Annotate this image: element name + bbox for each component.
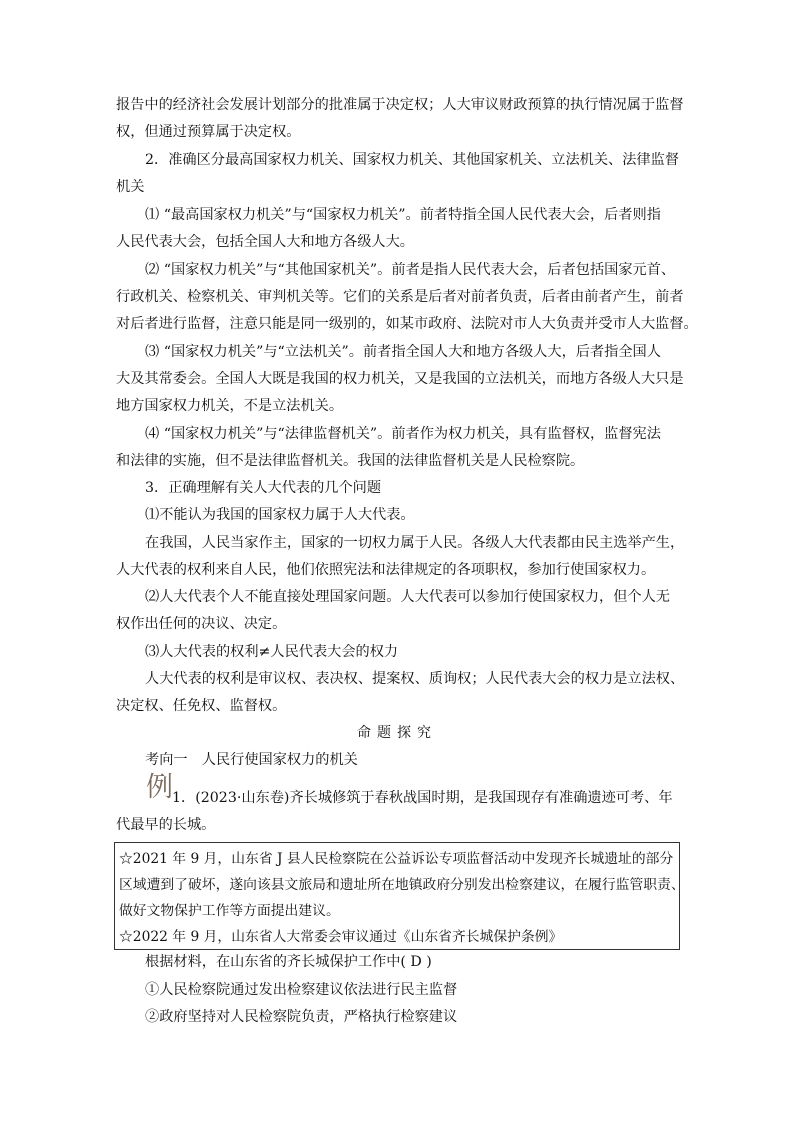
direction-heading: 考向一 人民行使国家权力的机关 (145, 752, 358, 768)
material-line: 区域遭到了破坏，遂向该县文旅局和遗址所在地镇政府分别发出检察建议，在履行监管职责、 (119, 877, 685, 893)
example-question: 1．(2023·山东卷)齐长城修筑于春秋战国时期，是我国现存有准确遗迹可考、年 (172, 790, 673, 806)
option-2: ②政府坚持对人民检察院负责，严格执行检察建议 (145, 1009, 458, 1025)
example-question-cont: 代最早的长城。 (116, 817, 216, 833)
paragraph-line: 人大代表的权利是审议权、表决权、提案权、质询权；人民代表大会的权力是立法权、 (145, 671, 685, 687)
paragraph-line: 地方国家权力机关，不是立法机关。 (116, 398, 344, 414)
paragraph-line: 行政机关、检察机关、审判机关等。它们的关系是后者对前者负责，后者由前者产生，前者 (116, 289, 684, 305)
paragraph-line: 机关 (116, 179, 145, 195)
question-stem: 根据材料，在山东省的齐长城保护工作中( D ) (145, 954, 432, 970)
paragraph-line: ⑴不能认为我国的国家权力属于人大代表。 (145, 507, 415, 523)
paragraph-line: 决定权、任免权、监督权。 (116, 698, 287, 714)
paragraph-line: ⑶人大代表的权利≠人民代表大会的权力 (145, 644, 399, 660)
material-line: 做好文物保护工作等方面提出建议。 (119, 903, 340, 919)
paragraph-line: 权，但通过预算属于决定权。 (116, 124, 301, 140)
material-line: ☆2021 年 9 月，山东省 J 县人民检察院在公益诉讼专项监督活动中发现齐长城遗址的部分 (119, 851, 674, 867)
material-line: ☆2022 年 9 月，山东省人大常委会审议通过《山东省齐长城保护条例》 (119, 929, 563, 945)
paragraph-line: 和法律的实施，但不是法律监督机关。我国的法律监督机关是人民检察院。 (116, 453, 585, 469)
example-mark: 例 (146, 772, 173, 803)
heading-2: 2．准确区分最高国家权力机关、国家权力机关、其他国家机关、立法机关、法律监督 (145, 152, 679, 168)
section-title: 命题探究 (357, 725, 437, 741)
paragraph-line: ⑶ “国家权力机关”与“立法机关”。前者指全国人大和地方各级人大，后者指全国人 (145, 344, 661, 360)
paragraph-line: 大及其常委会。全国人大既是我国的权力机关，又是我国的立法机关，而地方各级人大只是 (116, 371, 684, 387)
heading-3: 3．正确理解有关人大代表的几个问题 (145, 480, 382, 496)
paragraph-line: 权作出任何的决议、决定。 (116, 616, 287, 632)
paragraph-line: 人大代表的权利来自人民，他们依照宪法和法律规定的各项职权，参加行使国家权力。 (116, 562, 656, 578)
paragraph-line: ⑵人大代表个人不能直接处理国家问题。人大代表可以参加行使国家权力，但个人无 (145, 589, 670, 605)
option-1: ①人民检察院通过发出检察建议依法进行民主监督 (145, 982, 458, 998)
paragraph-line: 对后者进行监督，注意只能是同一级别的，如某市政府、法院对市人大负责并受市人大监督。 (116, 316, 698, 332)
paragraph-line: 人民代表大会，包括全国人大和地方各级人大。 (116, 234, 414, 250)
material-box (114, 842, 685, 950)
paragraph-line: ⑴ “最高国家权力机关”与“国家权力机关”。前者特指全国人民代表大会，后者则指 (145, 207, 661, 223)
paragraph-line: ⑷ “国家权力机关”与“法律监督机关”。前者作为权力机关，具有监督权，监督宪法 (145, 426, 661, 442)
paragraph-line: 报告中的经济社会发展计划部分的批准属于决定权；人大审议财政预算的执行情况属于监督 (116, 97, 684, 113)
paragraph-line: 在我国，人民当家作主，国家的一切权力属于人民。各级人大代表都由民主选举产生， (145, 535, 685, 551)
paragraph-line: ⑵ “国家权力机关”与“其他国家机关”。前者是指人民代表大会，后者包括国家元首、 (145, 262, 676, 278)
